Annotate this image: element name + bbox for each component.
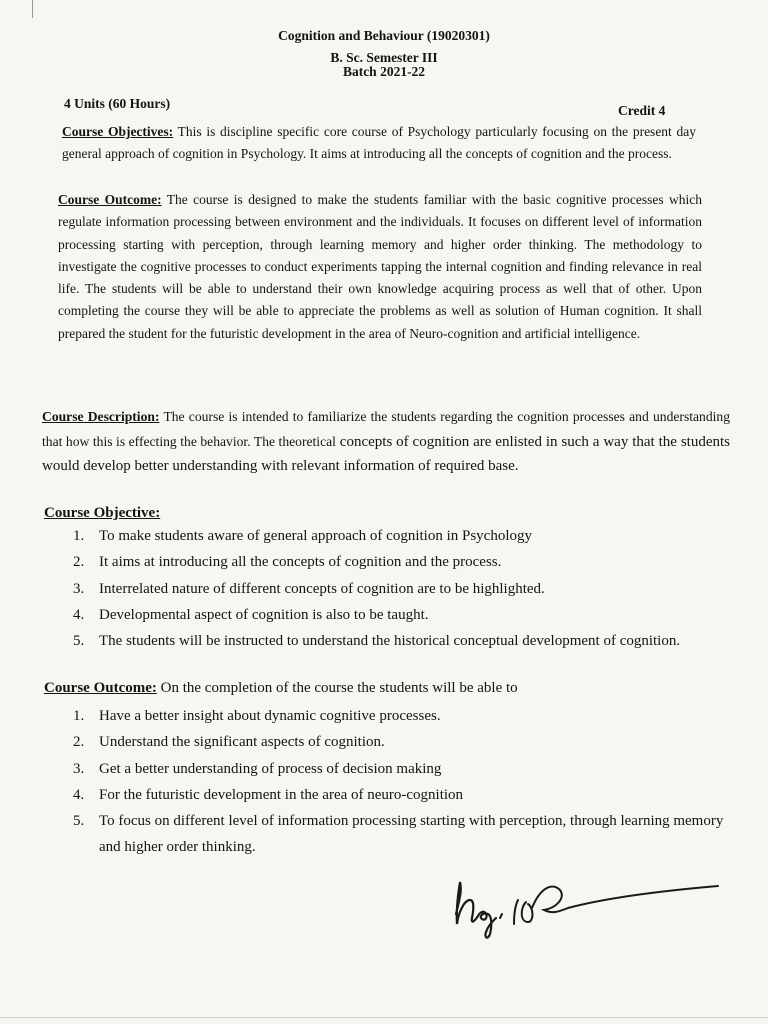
list-item-text: Get a better understanding of process of decision making (99, 760, 442, 777)
course-objectives-paragraph (62, 121, 696, 166)
list-number: 3. (73, 580, 85, 597)
units-hours: 4 Units (60 Hours) (64, 96, 171, 111)
binding-mark (32, 0, 33, 18)
list-item-text: To make students aware of general approach of cognition in Psychology (99, 528, 532, 544)
course-outcome-heading: Course Outcome: (58, 192, 162, 207)
list-item (73, 628, 733, 654)
credit-label: Credit 4 (618, 103, 666, 118)
list-item (73, 703, 738, 729)
list-item-text: Developmental aspect of cognition is also to be taught. (99, 606, 429, 623)
course-title: Cognition and Behaviour (19020301) (278, 28, 490, 43)
list-item-text: Interrelated nature of different concepts of cognition are to be highlighted. (99, 580, 545, 597)
list-number: 2. (73, 554, 85, 571)
list-item-text: It aims at introducing all the concepts of cognition and the process. (99, 554, 502, 571)
list-number: 1. (73, 708, 85, 724)
list-item-text: The students will be instructed to understand the historical conceptual development of cognition. (99, 633, 681, 650)
batch-label: Batch 2021-22 (342, 64, 426, 79)
list-item-text: Understand the significant aspects of cognition. (99, 734, 385, 751)
course-outcome-intro: On the completion of the course the students will be able to (156, 680, 518, 696)
course-description-text-2: concepts of cognition are enlisted in such a way that the students would develop better understanding with relevant information of required base. (42, 433, 730, 474)
course-objectives-heading: Course Objectives: (62, 124, 174, 139)
course-outcome-intro-line (44, 680, 744, 697)
course-description-paragraph (42, 405, 730, 479)
course-outcome-list (73, 703, 738, 861)
list-item (73, 756, 738, 782)
list-number: 5. (73, 633, 85, 650)
course-outcome-paragraph (58, 189, 702, 345)
list-item (73, 808, 738, 861)
course-objective-list (73, 523, 733, 654)
page-bottom-edge (0, 1017, 768, 1018)
list-number: 4. (73, 786, 85, 803)
course-outcome-text: The course is designed to make the students familiar with the basic cognitive processes which regulate information processing between environment and the individuals. It focuses on different level of information processing starting with perception, through learning memory and higher order thinking. The methodology to investigate the cognitive processes to conduct experiments tapping the internal cognition and finding relevance in real life. The students will be able to understand their own knowledge acquiring process as well that of other. Upon completing the course they will be able to appreciate the problems as well as solution of Human cognition. It shall prepared the student for the futuristic development in the area of Neuro-cognition and artificial intelligence. (58, 192, 702, 341)
list-item-text: To focus on different level of information processing starting with perception, through learning memory and higher order thinking. (99, 813, 724, 856)
list-item (73, 523, 733, 549)
list-item-text: Have a better insight about dynamic cognitive processes. (99, 708, 441, 724)
list-item-text: For the futuristic development in the area of neuro-cognition (99, 786, 464, 803)
list-number: 2. (73, 734, 85, 751)
list-item (73, 782, 738, 808)
list-item (73, 602, 733, 628)
course-description-text-1: The course is intended to familiarize the students regarding the cognition processes and understanding that how this is effecting the behavior. The theoretical (42, 409, 731, 449)
semester-label: B. Sc. Semester III (330, 50, 438, 65)
list-item (73, 729, 738, 755)
list-number: 1. (73, 528, 85, 544)
course-outcome-list-heading: Course Outcome: (44, 680, 157, 696)
list-number: 4. (73, 606, 85, 623)
course-description-heading: Course Description: (42, 409, 160, 424)
list-item (73, 549, 733, 575)
course-objective-heading: Course Objective: (44, 505, 161, 521)
list-number: 3. (73, 760, 85, 777)
list-number: 5. (73, 813, 85, 830)
list-item (73, 576, 733, 602)
course-objectives-text: This is discipline specific core course of Psychology particularly focusing on the present day general approach of cognition in Psychology. It aims at introducing all the concepts of cognition and the process. (62, 124, 696, 162)
handwritten-signature (448, 878, 723, 940)
